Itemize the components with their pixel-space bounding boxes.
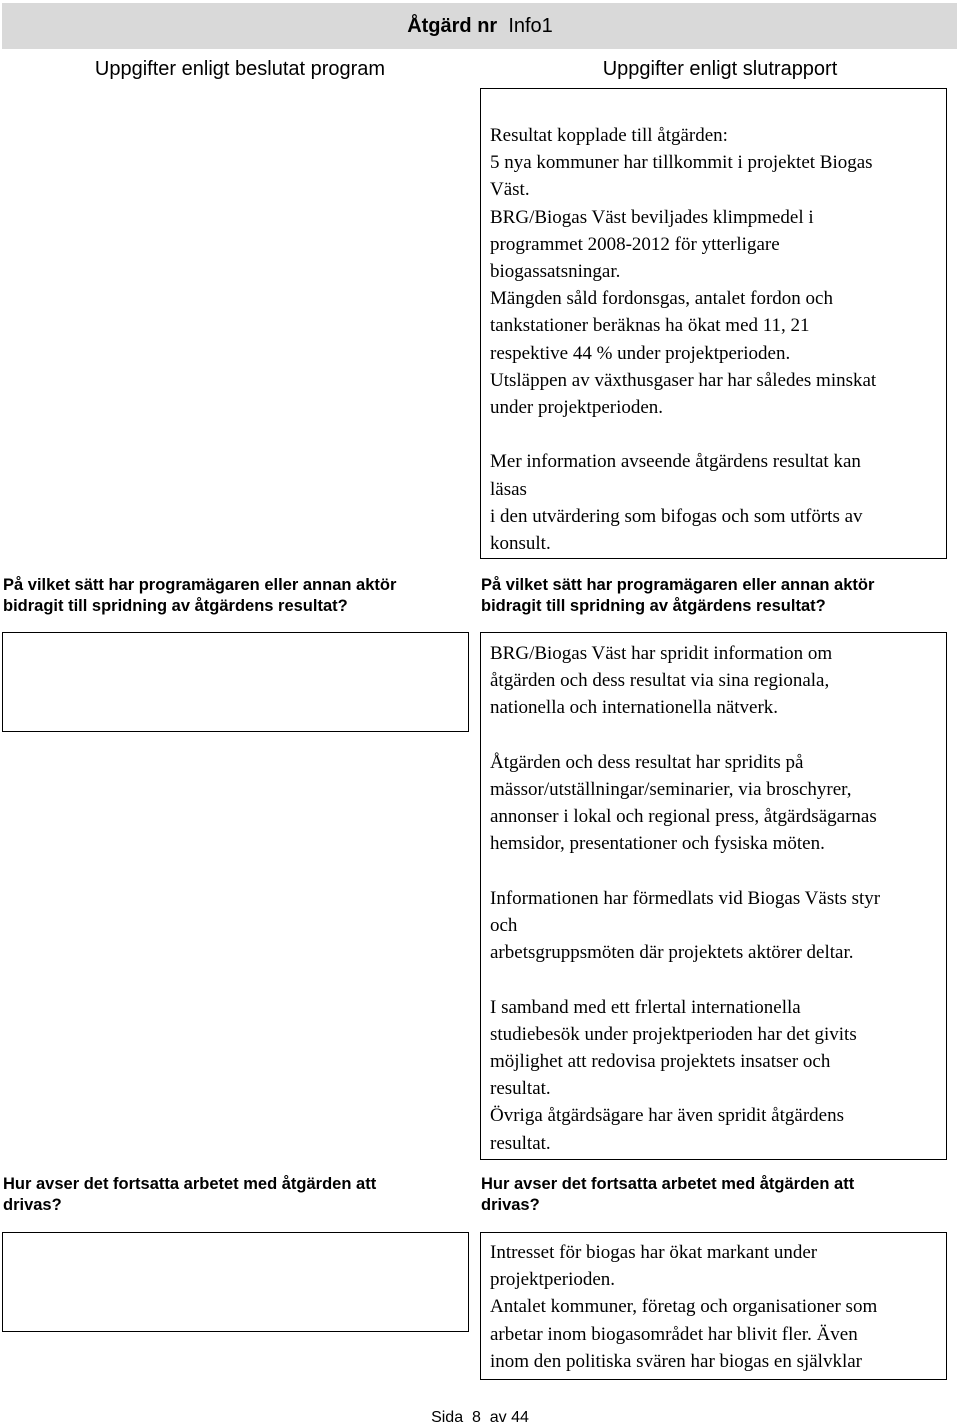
- footer-page-total: 44: [511, 1409, 529, 1426]
- action-number-label: Åtgärd nr: [407, 15, 498, 37]
- footer-page-label: Sida: [431, 1409, 464, 1426]
- continue-answer-text-right: Intresset för biogas har ökat markant under projektperioden. Antalet kommuner, företag och organisationer som arbetar inom biogasområdet har blivit fler. Även inom den politiska svären har biogas en självklar: [490, 1242, 878, 1372]
- spread-question-right: På vilket sätt har programägaren eller annan aktör bidragit till spridning av åtgärdens resultat?: [481, 576, 875, 615]
- footer-of-label: av: [489, 1409, 507, 1426]
- page-footer: [0, 1409, 960, 1427]
- continue-answer-box-left: [2, 1232, 469, 1332]
- page-title: [0, 13, 960, 39]
- left-column-heading: Uppgifter enligt beslutat program: [94, 58, 386, 80]
- continue-question-right: Hur avser det fortsatta arbetet med åtgärden att drivas?: [481, 1175, 855, 1214]
- right-column-heading: Uppgifter enligt slutrapport: [602, 58, 838, 80]
- results-text: Resultat kopplade till åtgärden: 5 nya kommuner har tillkommit i projektet Biogas Väst. BRG/Biogas Väst beviljades klimpmedel i programmet 2008-2012 för ytterligare biogassatsningar. Mängden såld fordonsgas, antalet fordon och tankstationer beräknas ha ökat med 11, 21 respektive 44 % under projektperioden. Utsläppen av växthusgaser har har således minskat under projektperioden. Mer information avseende åtgärdens resultat kan läsas i den utvärdering som bifogas och som utförts av konsult.: [490, 125, 877, 555]
- continue-question-left: Hur avser det fortsatta arbetet med åtgärden att drivas?: [3, 1175, 377, 1214]
- results-box: [480, 88, 947, 559]
- action-number-value: Info1: [508, 15, 553, 37]
- continue-answer-box-right: [480, 1232, 947, 1380]
- spread-answer-text-right: BRG/Biogas Väst har spridit information om åtgärden och dess resultat via sina regionala, nationella och internationella nätverk. Åtgärden och dess resultat har spridits på mässor/utställningar/seminarier, via broschyrer, annonser i lokal och regional press, åtgärdsägarnas hemsidor, presentationer och fysiska möten. Informationen har förmedlats vid Biogas Västs styr och arbetsgruppsmöten där projektets aktörer deltar. I samband med ett frlertal internationella studiebesök under projektperioden har det givits möjlighet att redovisa projektets insatser och resultat. Övriga åtgärdsägare har även spridit åtgärdens resultat.: [490, 643, 881, 1154]
- spread-answer-box-right: [480, 632, 947, 1160]
- spread-question-left: På vilket sätt har programägaren eller annan aktör bidragit till spridning av åtgärdens resultat?: [3, 576, 397, 615]
- spread-answer-box-left: [2, 632, 469, 732]
- footer-page-number: 8: [471, 1409, 481, 1426]
